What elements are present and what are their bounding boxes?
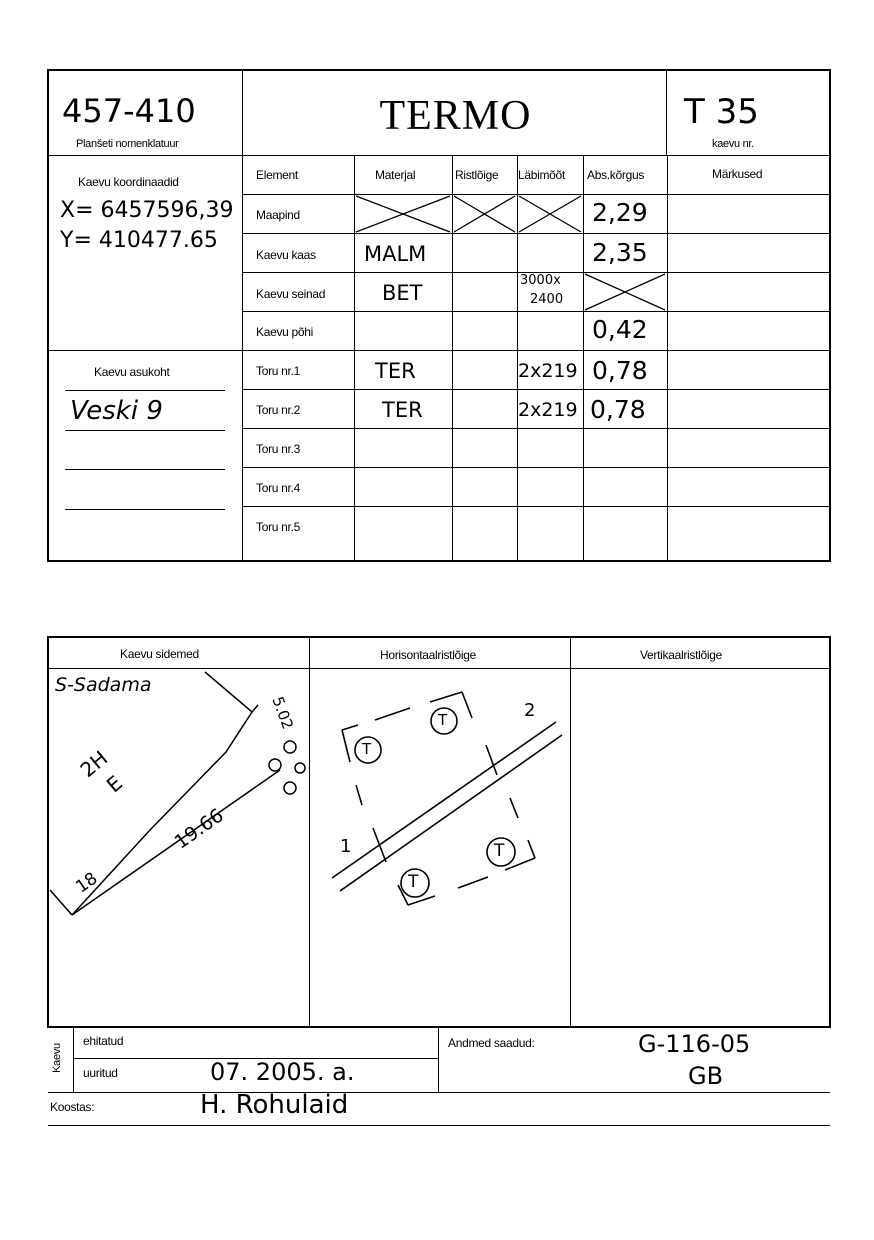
house-label: 2H — [75, 745, 113, 783]
row-element: Kaevu seinad — [256, 287, 326, 301]
well-number: T 35 — [684, 92, 759, 132]
page-title: TERMO — [379, 93, 532, 139]
row-element: Kaevu kaas — [256, 248, 316, 262]
marker-label: T — [494, 841, 505, 861]
sheet-label: Planšeti nomenklatuur — [76, 138, 179, 150]
pipe-label: 2 — [524, 700, 536, 721]
well-label: kaevu nr. — [712, 138, 754, 150]
section-horizontal-label: Horisontaalristlõige — [380, 648, 477, 662]
header-cross: Ristlõige — [455, 168, 499, 182]
author-label: Koostas: — [50, 1100, 95, 1114]
footer-side-label: Kaevu — [50, 1043, 63, 1073]
row-element: Toru nr.1 — [256, 364, 300, 378]
row-element: Toru nr.3 — [256, 442, 300, 456]
header-element: Element — [256, 168, 298, 182]
divider — [438, 1027, 439, 1093]
coordinates-label: Kaevu koordinaadid — [78, 175, 179, 189]
sheet-number: 457-410 — [62, 92, 196, 130]
row-abs: 2,35 — [592, 238, 648, 267]
data-value: GB — [688, 1062, 724, 1090]
row-abs: 2,29 — [592, 198, 648, 227]
divider — [48, 1092, 830, 1093]
divider — [48, 1125, 830, 1126]
row-diameter: 2x219 — [518, 399, 578, 421]
marker-label: T — [408, 872, 419, 892]
house-label: E — [101, 770, 127, 798]
location-value: Veski 9 — [70, 396, 163, 426]
surveyed-date: 07. 2005. a. — [210, 1058, 355, 1086]
row-abs: 0,42 — [592, 315, 648, 344]
row-element: Toru nr.2 — [256, 403, 300, 417]
header-material: Materjal — [375, 168, 416, 182]
row-diameter: 3000x — [520, 273, 561, 288]
header-abs: Abs.kõrgus — [587, 168, 645, 182]
row-element: Maapind — [256, 208, 300, 222]
header-diameter: Läbimõõt — [518, 168, 565, 182]
marker-label: T — [438, 711, 448, 729]
header-notes: Märkused — [712, 167, 763, 181]
surveyed-label: uuritud — [83, 1066, 118, 1080]
row-diameter: 2x219 — [518, 360, 578, 382]
row-abs: 0,78 — [590, 395, 646, 424]
section-vertical-label: Vertikaalristlõige — [640, 648, 722, 662]
divider — [73, 1027, 74, 1093]
street-name: S-Sadama — [55, 674, 152, 696]
marker-label: T — [362, 740, 372, 758]
distance-label: 5.02 — [268, 694, 297, 732]
author-name: H. Rohulaid — [200, 1090, 349, 1120]
row-element: Toru nr.5 — [256, 520, 300, 534]
pipe-label: 1 — [340, 836, 352, 857]
built-label: ehitatud — [83, 1034, 124, 1048]
location-label: Kaevu asukoht — [94, 365, 170, 379]
row-material: TER — [382, 398, 423, 422]
row-material: TER — [375, 359, 416, 383]
row-element: Toru nr.4 — [256, 481, 300, 495]
row-abs: 0,78 — [592, 356, 648, 385]
section-links-label: Kaevu sidemed — [120, 647, 199, 661]
coordinate-y: Y= 410477.65 — [60, 228, 218, 253]
distance-label: 19.66 — [170, 804, 228, 854]
data-value: G-116-05 — [638, 1030, 751, 1058]
row-material: BET — [382, 281, 423, 305]
row-diameter: 2400 — [530, 292, 564, 307]
coordinate-x: X= 6457596,39 — [60, 198, 234, 223]
row-element: Kaevu põhi — [256, 325, 314, 339]
row-material: MALM — [364, 242, 427, 266]
data-label: Andmed saadud: — [448, 1036, 535, 1050]
distance-label: 18 — [72, 868, 102, 898]
